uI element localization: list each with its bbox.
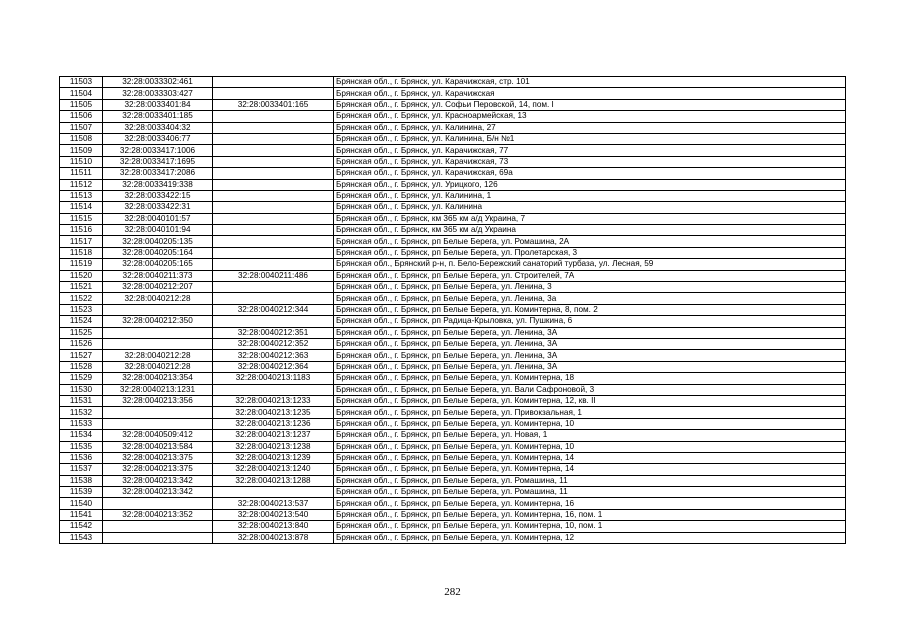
table-row [60,236,846,247]
address-cell: Брянская обл., г. Брянск, ул. Красноармейская, 13 [334,111,846,122]
cadastral-number-cell: 32:28:0033303:427 [103,88,213,99]
row-number-cell: 11503 [60,77,103,88]
related-cadastral-number-cell [213,77,334,88]
address-cell: Брянская обл., г. Брянск, ул. Калинина, 27 [334,122,846,133]
related-cadastral-number-cell [213,213,334,224]
row-number-cell: 11535 [60,441,103,452]
related-cadastral-number-cell: 32:28:0040213:1233 [213,395,334,406]
table-row [60,395,846,406]
row-number-cell: 11543 [60,532,103,543]
row-number-cell: 11514 [60,202,103,213]
table-row [60,384,846,395]
row-number-cell: 11511 [60,168,103,179]
cadastral-number-cell: 32:28:0040213:356 [103,395,213,406]
address-cell: Брянская обл., г. Брянск, рп Белые Берега, ул. Новая, 1 [334,430,846,441]
address-cell: Брянская обл., г. Брянск, ул. Карачижская, 77 [334,145,846,156]
row-number-cell: 11533 [60,418,103,429]
table-row [60,407,846,418]
cadastral-number-cell [103,498,213,509]
row-number-cell: 11518 [60,247,103,258]
related-cadastral-number-cell [213,316,334,327]
row-number-cell: 11542 [60,521,103,532]
table-row [60,133,846,144]
row-number-cell: 11519 [60,259,103,270]
row-number-cell: 11537 [60,464,103,475]
table-row [60,202,846,213]
address-cell: Брянская обл., г. Брянск, рп Белые Берега, ул. Пролетарская, 3 [334,247,846,258]
cadastral-number-cell: 32:28:0033302:461 [103,77,213,88]
table-row [60,145,846,156]
address-cell: Брянская обл., г. Брянск, рп Белые Берега, ул. Привокзальная, 1 [334,407,846,418]
table-row [60,430,846,441]
cadastral-number-cell [103,407,213,418]
address-cell: Брянская обл., г. Брянск, рп Белые Берега, ул. Коминтерна, 18 [334,373,846,384]
cadastral-number-cell: 32:28:0033401:185 [103,111,213,122]
row-number-cell: 11516 [60,225,103,236]
address-cell: Брянская обл., г. Брянск, ул. Калинина [334,202,846,213]
table-row [60,498,846,509]
related-cadastral-number-cell [213,202,334,213]
cadastral-number-cell: 32:28:0040213:342 [103,487,213,498]
related-cadastral-number-cell [213,487,334,498]
cadastral-number-cell: 32:28:0040212:350 [103,316,213,327]
address-cell: Брянская обл., г. Брянск, рп Белые Берега, ул. Ромашина, 2А [334,236,846,247]
cadastral-number-cell: 32:28:0040213:375 [103,452,213,463]
table-row [60,338,846,349]
table-row [60,509,846,520]
cadastral-number-cell: 32:28:0040205:135 [103,236,213,247]
related-cadastral-number-cell [213,133,334,144]
address-cell: Брянская обл., г. Брянск, ул. Урицкого, 126 [334,179,846,190]
row-number-cell: 11528 [60,361,103,372]
address-cell: Брянская обл., г. Брянск, рп Белые Берега, ул. Ленина, 3 [334,282,846,293]
related-cadastral-number-cell [213,88,334,99]
related-cadastral-number-cell [213,156,334,167]
related-cadastral-number-cell: 32:28:0040212:364 [213,361,334,372]
row-number-cell: 11541 [60,509,103,520]
address-cell: Брянская обл., г. Брянск, рп Белые Берега, ул. Коминтерна, 10, пом. 1 [334,521,846,532]
row-number-cell: 11525 [60,327,103,338]
related-cadastral-number-cell: 32:28:0040213:1236 [213,418,334,429]
table-row [60,168,846,179]
table-row [60,77,846,88]
table-row [60,179,846,190]
address-cell: Брянская обл., г. Брянск, рп Белые Берега, ул. Коминтерна, 12 [334,532,846,543]
related-cadastral-number-cell: 32:28:0040212:351 [213,327,334,338]
address-cell: Брянская обл., г. Брянск, рп Белые Берега, ул. Коминтерна, 16 [334,498,846,509]
address-cell: Брянская обл., г. Брянск, рп Белые Берега, ул. Ленина, 3а [334,293,846,304]
address-cell: Брянская обл., г. Брянск, рп Белые Берега, ул. Коминтерна, 14 [334,452,846,463]
cadastral-number-cell: 32:28:0033406:77 [103,133,213,144]
related-cadastral-number-cell [213,225,334,236]
table-row [60,247,846,258]
row-number-cell: 11530 [60,384,103,395]
table-row [60,487,846,498]
address-cell: Брянская обл., г. Брянск, рп Белые Берега, ул. Коминтерна, 10 [334,418,846,429]
cadastral-number-cell [103,521,213,532]
cadastral-number-cell [103,532,213,543]
address-cell: Брянская обл., г. Брянск, рп Белые Берега, ул. Ленина, 3А [334,327,846,338]
row-number-cell: 11509 [60,145,103,156]
related-cadastral-number-cell [213,293,334,304]
cadastral-number-cell [103,338,213,349]
related-cadastral-number-cell [213,145,334,156]
table-row [60,350,846,361]
address-cell: Брянская обл., Брянский р-н, п. Бело-Бережский санаторий турбаза, ул. Лесная, 59 [334,259,846,270]
row-number-cell: 11529 [60,373,103,384]
row-number-cell: 11504 [60,88,103,99]
address-cell: Брянская обл., г. Брянск, рп Белые Берега, ул. Коминтерна, 10 [334,441,846,452]
related-cadastral-number-cell: 32:28:0040213:1238 [213,441,334,452]
table-row [60,88,846,99]
page-number: 282 [444,586,461,598]
cadastral-number-cell: 32:28:0033417:1006 [103,145,213,156]
row-number-cell: 11534 [60,430,103,441]
registry-table [59,76,846,544]
cadastral-number-cell: 32:28:0040213:375 [103,464,213,475]
cadastral-number-cell: 32:28:0040211:373 [103,270,213,281]
address-cell: Брянская обл., г. Брянск, рп Белые Берега, ул. Коминтерна, 16, пом. 1 [334,509,846,520]
related-cadastral-number-cell: 32:28:0040212:363 [213,350,334,361]
address-cell: Брянская обл., г. Брянск, ул. Софьи Перовской, 14, пом. I [334,99,846,110]
table-row [60,316,846,327]
table-row [60,99,846,110]
cadastral-number-cell: 32:28:0040509:412 [103,430,213,441]
table-row [60,532,846,543]
table-row [60,111,846,122]
cadastral-number-cell: 32:28:0040213:584 [103,441,213,452]
cadastral-number-cell: 32:28:0033404:32 [103,122,213,133]
related-cadastral-number-cell: 32:28:0040212:352 [213,338,334,349]
related-cadastral-number-cell [213,168,334,179]
table-row [60,304,846,315]
address-cell: Брянская обл., г. Брянск, рп Белые Берега, ул. Коминтерна, 8, пом. 2 [334,304,846,315]
row-number-cell: 11523 [60,304,103,315]
table-row [60,270,846,281]
related-cadastral-number-cell: 32:28:0040213:840 [213,521,334,532]
related-cadastral-number-cell [213,122,334,133]
address-cell: Брянская обл., г. Брянск, км 365 км а/д Украина, 7 [334,213,846,224]
table-row [60,225,846,236]
table-row [60,190,846,201]
address-cell: Брянская обл., г. Брянск, рп Белые Берега, ул. Ромашина, 11 [334,487,846,498]
row-number-cell: 11512 [60,179,103,190]
address-cell: Брянская обл., г. Брянск, рп Белые Берега, ул. Коминтерна, 14 [334,464,846,475]
cadastral-number-cell: 32:28:0033419:338 [103,179,213,190]
related-cadastral-number-cell [213,236,334,247]
row-number-cell: 11539 [60,487,103,498]
cadastral-number-cell: 32:28:0040212:207 [103,282,213,293]
row-number-cell: 11524 [60,316,103,327]
row-number-cell: 11517 [60,236,103,247]
row-number-cell: 11513 [60,190,103,201]
related-cadastral-number-cell [213,111,334,122]
related-cadastral-number-cell: 32:28:0040213:878 [213,532,334,543]
table-row [60,327,846,338]
row-number-cell: 11520 [60,270,103,281]
cadastral-number-cell: 32:28:0033417:2086 [103,168,213,179]
related-cadastral-number-cell: 32:28:0040213:1235 [213,407,334,418]
related-cadastral-number-cell [213,282,334,293]
row-number-cell: 11515 [60,213,103,224]
cadastral-number-cell [103,304,213,315]
cadastral-number-cell: 32:28:0040213:1231 [103,384,213,395]
address-cell: Брянская обл., г. Брянск, рп Белые Берега, ул. Ленина, 3А [334,338,846,349]
related-cadastral-number-cell [213,179,334,190]
related-cadastral-number-cell: 32:28:0040211:486 [213,270,334,281]
related-cadastral-number-cell: 32:28:0040213:537 [213,498,334,509]
cadastral-number-cell: 32:28:0040101:94 [103,225,213,236]
table-row [60,122,846,133]
address-cell: Брянская обл., г. Брянск, ул. Карачижская, 73 [334,156,846,167]
table-row [60,293,846,304]
cadastral-number-cell: 32:28:0040205:164 [103,247,213,258]
related-cadastral-number-cell: 32:28:0040212:344 [213,304,334,315]
row-number-cell: 11505 [60,99,103,110]
related-cadastral-number-cell [213,259,334,270]
registry-table-body [60,77,846,544]
related-cadastral-number-cell: 32:28:0040213:1183 [213,373,334,384]
row-number-cell: 11510 [60,156,103,167]
address-cell: Брянская обл., г. Брянск, рп Радица-Крыловка, ул. Пушкина, 6 [334,316,846,327]
address-cell: Брянская обл., г. Брянск, рп Белые Берега, ул. Ромашина, 11 [334,475,846,486]
address-cell: Брянская обл., г. Брянск, ул. Калинина, 1 [334,190,846,201]
table-row [60,521,846,532]
related-cadastral-number-cell: 32:28:0040213:1288 [213,475,334,486]
row-number-cell: 11527 [60,350,103,361]
cadastral-number-cell: 32:28:0033422:31 [103,202,213,213]
cadastral-number-cell: 32:28:0040213:342 [103,475,213,486]
table-row [60,452,846,463]
cadastral-number-cell: 32:28:0040213:354 [103,373,213,384]
table-row [60,441,846,452]
table-row [60,282,846,293]
row-number-cell: 11508 [60,133,103,144]
cadastral-number-cell [103,418,213,429]
cadastral-number-cell: 32:28:0040213:352 [103,509,213,520]
row-number-cell: 11526 [60,338,103,349]
related-cadastral-number-cell: 32:28:0040213:1237 [213,430,334,441]
address-cell: Брянская обл., г. Брянск, км 365 км а/д Украина [334,225,846,236]
related-cadastral-number-cell [213,384,334,395]
address-cell: Брянская обл., г. Брянск, рп Белые Берега, ул. Коминтерна, 12, кв. II [334,395,846,406]
related-cadastral-number-cell: 32:28:0033401:165 [213,99,334,110]
related-cadastral-number-cell: 32:28:0040213:1239 [213,452,334,463]
table-row [60,418,846,429]
table-row [60,259,846,270]
related-cadastral-number-cell [213,190,334,201]
row-number-cell: 11506 [60,111,103,122]
table-row [60,373,846,384]
cadastral-number-cell: 32:28:0033417:1695 [103,156,213,167]
related-cadastral-number-cell: 32:28:0040213:540 [213,509,334,520]
address-cell: Брянская обл., г. Брянск, ул. Карачижская, 69а [334,168,846,179]
cadastral-number-cell: 32:28:0040212:28 [103,293,213,304]
address-cell: Брянская обл., г. Брянск, ул. Калинина, Б/н №1 [334,133,846,144]
table-row [60,213,846,224]
row-number-cell: 11531 [60,395,103,406]
row-number-cell: 11521 [60,282,103,293]
cadastral-number-cell: 32:28:0040101:57 [103,213,213,224]
cadastral-number-cell: 32:28:0033422:15 [103,190,213,201]
related-cadastral-number-cell [213,247,334,258]
cadastral-number-cell: 32:28:0040212:28 [103,350,213,361]
cadastral-number-cell: 32:28:0040205:165 [103,259,213,270]
table-row [60,156,846,167]
table-row [60,464,846,475]
address-cell: Брянская обл., г. Брянск, рп Белые Берега, ул. Строителей, 7А [334,270,846,281]
row-number-cell: 11532 [60,407,103,418]
row-number-cell: 11507 [60,122,103,133]
address-cell: Брянская обл., г. Брянск, рп Белые Берега, ул. Ленина, 3А [334,361,846,372]
address-cell: Брянская обл., г. Брянск, рп Белые Берега, ул. Ленина, 3А [334,350,846,361]
row-number-cell: 11538 [60,475,103,486]
cadastral-number-cell: 32:28:0040212:28 [103,361,213,372]
table-row [60,361,846,372]
address-cell: Брянская обл., г. Брянск, рп Белые Берега, ул. Вали Сафроновой, 3 [334,384,846,395]
cadastral-number-cell [103,327,213,338]
row-number-cell: 11536 [60,452,103,463]
row-number-cell: 11522 [60,293,103,304]
cadastral-number-cell: 32:28:0033401:84 [103,99,213,110]
table-row [60,475,846,486]
row-number-cell: 11540 [60,498,103,509]
address-cell: Брянская обл., г. Брянск, ул. Карачижская [334,88,846,99]
address-cell: Брянская обл., г. Брянск, ул. Карачижская, стр. 101 [334,77,846,88]
related-cadastral-number-cell: 32:28:0040213:1240 [213,464,334,475]
